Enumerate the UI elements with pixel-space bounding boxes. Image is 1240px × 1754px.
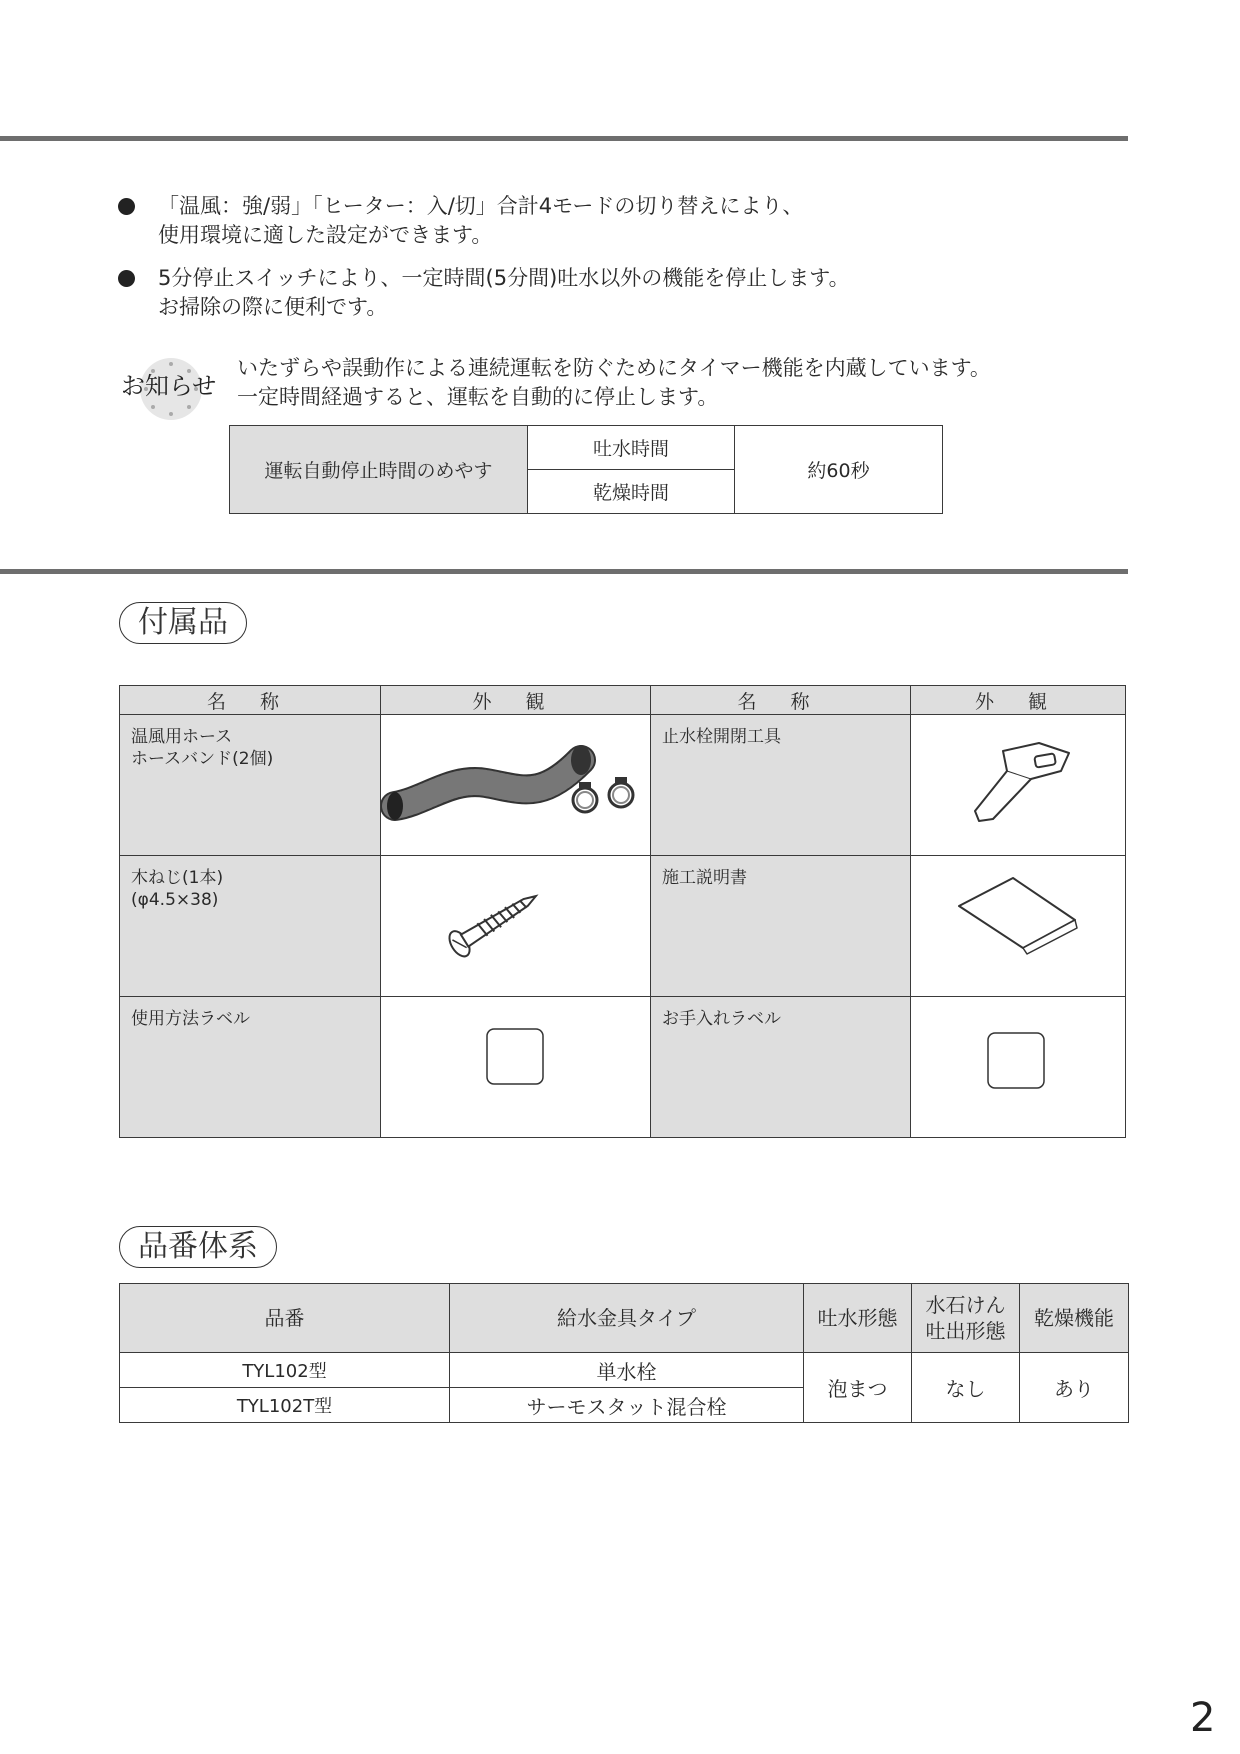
accessory-name: 木ねじ(1本) (φ4.5×38) — [120, 856, 381, 997]
hose-icon — [381, 715, 650, 844]
accessory-image — [381, 715, 651, 856]
notice-text — [237, 354, 991, 412]
label-icon — [911, 997, 1125, 1126]
fitting-type: 単水栓 — [450, 1353, 804, 1388]
models-title: 品番体系 — [119, 1226, 277, 1268]
page-number: 2 — [1190, 1695, 1216, 1741]
accessory-name: 止水栓開閉工具 — [651, 715, 911, 856]
feature-line: 5分停止スイッチにより、一定時間(5分間)吐水以外の機能を停止します。 — [158, 266, 850, 290]
notice-label: お知らせ — [121, 372, 217, 400]
timer-value: 約60秒 — [735, 426, 943, 514]
model-number: TYL102型 — [120, 1353, 450, 1388]
label-icon — [381, 997, 650, 1126]
feature-line: 使用環境に適した設定ができます。 — [158, 223, 493, 247]
column-header: 乾燥機能 — [1020, 1284, 1129, 1353]
notice-line: いたずらや誤動作による連続運転を防ぐためにタイマー機能を内蔵しています。 — [237, 356, 991, 380]
column-header: 外 観 — [381, 686, 651, 715]
column-header: 名 称 — [120, 686, 381, 715]
soap-type: なし — [912, 1353, 1020, 1423]
top-divider — [0, 136, 1128, 141]
column-header: 外 観 — [911, 686, 1126, 715]
accessory-image — [381, 856, 651, 997]
column-header: 名 称 — [651, 686, 911, 715]
column-header: 品番 — [120, 1284, 450, 1353]
accessory-image — [911, 856, 1126, 997]
column-header: 吐水形態 — [804, 1284, 912, 1353]
accessory-image — [911, 715, 1126, 856]
timer-item: 乾燥時間 — [528, 470, 735, 514]
feature-line: 「温風：強/弱」「ヒーター：入/切」合計4モードの切り替えにより、 — [158, 194, 804, 218]
timer-item: 吐水時間 — [528, 426, 735, 470]
auto-stop-timer-table — [229, 425, 943, 514]
manual-icon — [911, 856, 1125, 985]
column-header: 給水金具タイプ — [450, 1284, 804, 1353]
table-row — [120, 1353, 1129, 1388]
model-table — [119, 1283, 1129, 1423]
accessory-image — [381, 997, 651, 1138]
wood-screw-icon — [381, 856, 650, 985]
accessories-table — [119, 685, 1126, 1138]
accessory-name: 施工説明書 — [651, 856, 911, 997]
notice-line: 一定時間経過すると、運転を自動的に停止します。 — [237, 385, 719, 409]
column-header: 水石けん 吐出形態 — [912, 1284, 1020, 1353]
middle-divider — [0, 569, 1128, 574]
timer-row-header: 運転自動停止時間のめやす — [230, 426, 528, 514]
accessory-name: 温風用ホース ホースバンド(2個) — [120, 715, 381, 856]
accessory-image — [911, 997, 1126, 1138]
dryer-function: あり — [1020, 1353, 1129, 1423]
accessory-name: 使用方法ラベル — [120, 997, 381, 1138]
spout-type: 泡まつ — [804, 1353, 912, 1423]
feature-line: お掃除の際に便利です。 — [158, 295, 388, 319]
accessory-name: お手入れラベル — [651, 997, 911, 1138]
bullet-icon — [118, 270, 135, 287]
model-number: TYL102T型 — [120, 1388, 450, 1423]
accessories-title: 付属品 — [119, 602, 247, 644]
fitting-type: サーモスタット混合栓 — [450, 1388, 804, 1423]
valve-tool-icon — [911, 715, 1125, 844]
bullet-icon — [118, 198, 135, 215]
